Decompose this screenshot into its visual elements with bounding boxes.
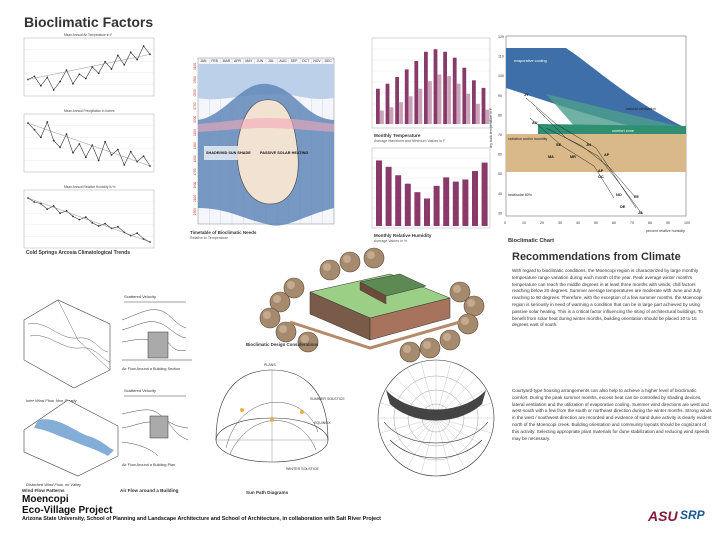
timetable-month-label: FEB (211, 59, 218, 63)
zone-label-heat: heat/solar 80% (508, 193, 532, 197)
sun-path-diagrams (200, 360, 510, 490)
tree-highlight (263, 311, 271, 319)
temp-min-bar (438, 74, 442, 124)
tree (364, 248, 384, 268)
trend-chart-title: Mean Annual Air Temperature in F (64, 33, 113, 37)
monthly-temperature-chart (366, 36, 496, 132)
timetable-subcaption: Relative to Temperature (190, 236, 229, 240)
timetable-hour-label: 2100 (193, 194, 197, 202)
bioclimatic-y-axis-label: dry bulb temperature in F (489, 107, 493, 148)
bioclimatic-x-tick: 80 (648, 221, 652, 225)
zone-label-evaporative: evaporative cooling (514, 59, 547, 63)
timetable-label-left: SHADE/MID SUN SHADE (206, 151, 251, 155)
tree (284, 278, 304, 298)
temp-max-bar (386, 84, 390, 124)
timetable-month-label: MAR (222, 59, 231, 63)
bioclimatic-x-axis-label: percent relative humidity (646, 229, 685, 233)
bioclimatic-month-label: MR (570, 155, 576, 159)
bioclimatic-x-tick: 0 (504, 221, 506, 225)
bioclimatic-y-tick: 60 (498, 152, 502, 157)
tree (340, 252, 360, 272)
timetable-month-label: DEC (324, 59, 332, 63)
asu-logo: ASU (648, 508, 678, 524)
temp-min-bar (380, 111, 384, 124)
bioclimatic-month-label: NO (616, 193, 622, 197)
timetable-month-label: APR (234, 59, 241, 63)
temp-min-bar (409, 96, 413, 124)
timetable-caption: Timetable of Bioclimatic Needs (190, 230, 257, 235)
timetable-month-label: NOV (313, 59, 321, 63)
monthly-humidity-caption: Monthly Relative Humidity (374, 233, 432, 238)
srp-logo: SRP (680, 508, 705, 522)
bioclimatic-y-tick: 50 (498, 172, 502, 177)
temp-max-bar (376, 89, 380, 124)
project-title-line2: Eco-Village Project (22, 505, 113, 516)
sunpath-label-equinox: EQUINOX (314, 421, 331, 425)
timetable-hour-label: 0100 (193, 62, 197, 70)
timetable-hour-label: 0300 (193, 76, 197, 84)
temp-min-bar (418, 89, 422, 124)
climate-trends-caption: Cold Springs Arcosia Climatological Trends (26, 250, 131, 256)
bioclimatic-month-label: DE (620, 205, 626, 209)
bioclimatic-month-label: JA (638, 211, 643, 215)
temp-max-bar (395, 77, 399, 124)
bioclimatic-x-tick: 60 (612, 221, 616, 225)
bioclimatic-y-tick: 40 (498, 191, 502, 196)
bioclimatic-y-tick: 30 (498, 211, 502, 216)
bioclimatic-x-tick: 40 (576, 221, 580, 225)
tree-highlight (467, 299, 475, 307)
temp-max-bar (472, 80, 476, 124)
bioclimatic-y-tick: 90 (498, 93, 502, 98)
project-subtitle: Arizona State University, School of Planning and Landscape Architecture and School of Architecture, in collaboration with Salt River Project (22, 516, 381, 522)
bioclimatic-y-tick: 80 (498, 113, 502, 118)
monthly-humidity-subcaption: Average Values in % (374, 239, 408, 243)
tree-highlight (279, 325, 287, 333)
temp-max-bar (414, 61, 418, 124)
airflow-sub-top: Air Flow Around a Building Section (122, 367, 181, 371)
airflow-sub-bottom: Air Flow Around a Building Plan (122, 463, 176, 467)
bioclimatic-x-tick: 70 (630, 221, 634, 225)
bioclimatic-x-tick: 90 (666, 221, 670, 225)
bioclimatic-month-label: JN (586, 143, 591, 147)
timetable-month-label: SEP (290, 59, 298, 63)
timetable-month-label: MAY (245, 59, 253, 63)
trend-chart-frame (24, 114, 154, 172)
bioclimatic-month-label: AU (532, 121, 538, 125)
timetable-hour-label: 1700 (193, 168, 197, 176)
page-title: Bioclimatic Factors (24, 14, 154, 30)
sunpath-caption: Sun Path Diagrams (246, 490, 289, 495)
bioclimatic-chart-caption: Bioclimatic Chart (508, 238, 555, 244)
temp-min-bar (428, 81, 432, 124)
timetable-month-label: OCT (302, 59, 310, 63)
humidity-bar (434, 186, 440, 226)
sunpath-label-summer: SUMMER SOLSTICE (310, 397, 345, 401)
humidity-bar (395, 175, 401, 226)
temp-min-bar (476, 104, 480, 124)
bioclimatic-month-label: AP (604, 153, 610, 157)
humidity-bar (414, 192, 420, 226)
humidity-bar (453, 182, 459, 226)
monthly-temperature-caption: Monthly Temperature (374, 133, 421, 138)
recommendations-paragraph-2: Courtyard-type housing arrangements can also help to achieve a higher level of bioclimatic comfort. During the peak summer months, excess heat can be controlled by shading devices, lateral ventilation and the utilization of evaporative cooling. Summer wind directions are west and west-south with a few from the south or northeast direction during the winter months. Strong winds in the west / southwest direction are recorded and evidence of sand dune activity is clearly evident north of the Moencopi creek. Building orientation and community layouts should be cognizant of this activity. Selecting appropriate plant materials for dune stabilization and reducing wind speeds may be necessary. (512, 388, 712, 441)
tree-highlight (273, 295, 281, 303)
wind-flow-title-top: Inter Wind Flow, Non Steady (26, 398, 77, 403)
temp-max-bar (405, 69, 409, 124)
timetable-hour-label: 0500 (193, 89, 197, 97)
trend-chart-frame (24, 190, 154, 248)
tree-highlight (287, 281, 295, 289)
building-section (148, 332, 168, 358)
airflow-label-bottom: Scattered Velocity (124, 388, 157, 393)
tree (260, 308, 280, 328)
timetable-hour-label: 1300 (193, 142, 197, 150)
bioclimatic-month-label: JY (524, 93, 529, 97)
tree (464, 296, 484, 316)
airflow-label-top: Scattered Velocity (124, 294, 157, 299)
timetable-month-label: JUN (256, 59, 264, 63)
bioclimatic-x-tick: 100 (684, 221, 690, 225)
timetable-label-right: PASSIVE SOLAR HEATING (260, 151, 309, 155)
tree-highlight (367, 251, 375, 259)
timetable-month-label: AUG (279, 59, 287, 63)
temp-max-bar (482, 88, 486, 124)
humidity-bar (462, 179, 468, 226)
bioclimatic-y-tick: 100 (498, 74, 504, 79)
bioclimatic-y-tick: 70 (498, 133, 502, 137)
timetable-month-label: JAN (200, 59, 207, 63)
terrain-sketch-top (24, 300, 110, 388)
tree-highlight (423, 341, 431, 349)
recommendations-title: Recommendations from Climate (512, 251, 681, 263)
bioclimatic-month-label: OC (598, 175, 604, 179)
temp-min-bar (466, 94, 470, 124)
temp-max-bar (462, 68, 466, 124)
temp-max-bar (434, 49, 438, 124)
temp-max-bar (453, 58, 457, 124)
monthly-humidity-chart (366, 146, 496, 232)
timetable-hour-label: 0900 (193, 115, 197, 123)
humidity-bar (443, 177, 449, 226)
bioclimatic-chart (486, 28, 696, 238)
humidity-bar (472, 171, 478, 226)
timetable-chart (186, 58, 336, 228)
bioclimatic-month-label: MA (548, 155, 554, 159)
tree-highlight (461, 317, 469, 325)
tree (458, 314, 478, 334)
zone-label-comfort: comfort zone (612, 129, 634, 133)
humidity-bar (376, 160, 382, 226)
bioclimatic-y-tick: 120 (498, 35, 504, 39)
bioclimatic-month-label: AP (598, 169, 604, 173)
temp-max-bar (443, 52, 447, 124)
airflow-caption: Air Flow around a Building (120, 488, 179, 493)
trend-chart-title: Mean Annual Relative Humidity in % (64, 185, 116, 189)
timetable-hour-label: 1100 (193, 129, 197, 136)
tree-highlight (453, 285, 461, 293)
bioclimatic-x-tick: 30 (558, 221, 562, 225)
timetable-hour-label: 1900 (193, 181, 197, 189)
bioclimatic-x-tick: 10 (522, 221, 526, 225)
wind-flow-title-bottom: Disturbed Wind Flow, no Valley (26, 482, 82, 487)
timetable-hour-label: 1500 (193, 155, 197, 163)
temp-min-bar (390, 107, 394, 124)
temp-min-bar (447, 76, 451, 124)
project-title-line1: Moencopi (22, 494, 69, 505)
humidity-bar (424, 199, 430, 226)
bioclimatic-y-tick: 110 (498, 54, 504, 59)
tree-highlight (323, 263, 331, 271)
tree (420, 338, 440, 358)
sunpath-label-plans: PLANS (264, 363, 276, 367)
building-plan (150, 416, 168, 438)
tree (440, 330, 460, 350)
recommendations-paragraph-1: With regard to bioclimatic conditions, the Moencopi region is characterized by large monthly temperature range variation during each month of the year. Peak average winter month's temperature can reach the middle degrees in at least three months with winds, chill factors reaching below 20 degrees. Summer average temperatures are moderate with June and July reaching to 90 degrees. Therefore, with the exception of a few summer months, the Moencopi region is seriously in need of warming a condition that can be in large part achieved by using passive solar heating. This is a critical factor influencing the siting of architectural buildings. To benefit from solar heat during winter months, building orientation should be placed 10 to 15 degrees east of south. (512, 268, 703, 328)
wind-flow-caption: Wind Flow Patterns (22, 488, 65, 493)
timetable-hour-label: 2300 (193, 208, 197, 216)
bioclimatic-x-tick: 20 (540, 221, 544, 225)
sunpath-label-winter: WINTER SOLSTICE (286, 467, 319, 471)
bioclimatic-month-label: FE (634, 195, 639, 199)
design-caption: Bioclimatic Design Considerations (246, 342, 319, 347)
monthly-temperature-subcaption: Average Maximum and Minimum Values in F (374, 139, 446, 143)
tree (320, 260, 340, 280)
tree (400, 342, 420, 362)
zone-label-natural: natural ventilation (626, 107, 656, 111)
trend-chart-title: Mean Annual Precipitation in inches (64, 109, 115, 113)
tree-highlight (443, 333, 451, 341)
zone-label-radiant: radiation and/or humidity (508, 137, 548, 141)
temp-min-bar (457, 84, 461, 124)
temp-min-bar (399, 102, 403, 124)
humidity-bar (405, 184, 411, 226)
tree-highlight (343, 255, 351, 263)
temp-max-bar (424, 52, 428, 124)
tree (276, 322, 296, 342)
climate-trend-charts (18, 30, 160, 260)
bioclimatic-x-tick: 50 (594, 221, 598, 225)
timetable-month-label: JUL (268, 59, 275, 63)
tree-highlight (403, 345, 411, 353)
timetable-hour-label: 0700 (193, 102, 197, 110)
humidity-bar (386, 167, 392, 226)
bioclimatic-month-label: SE (556, 143, 562, 147)
